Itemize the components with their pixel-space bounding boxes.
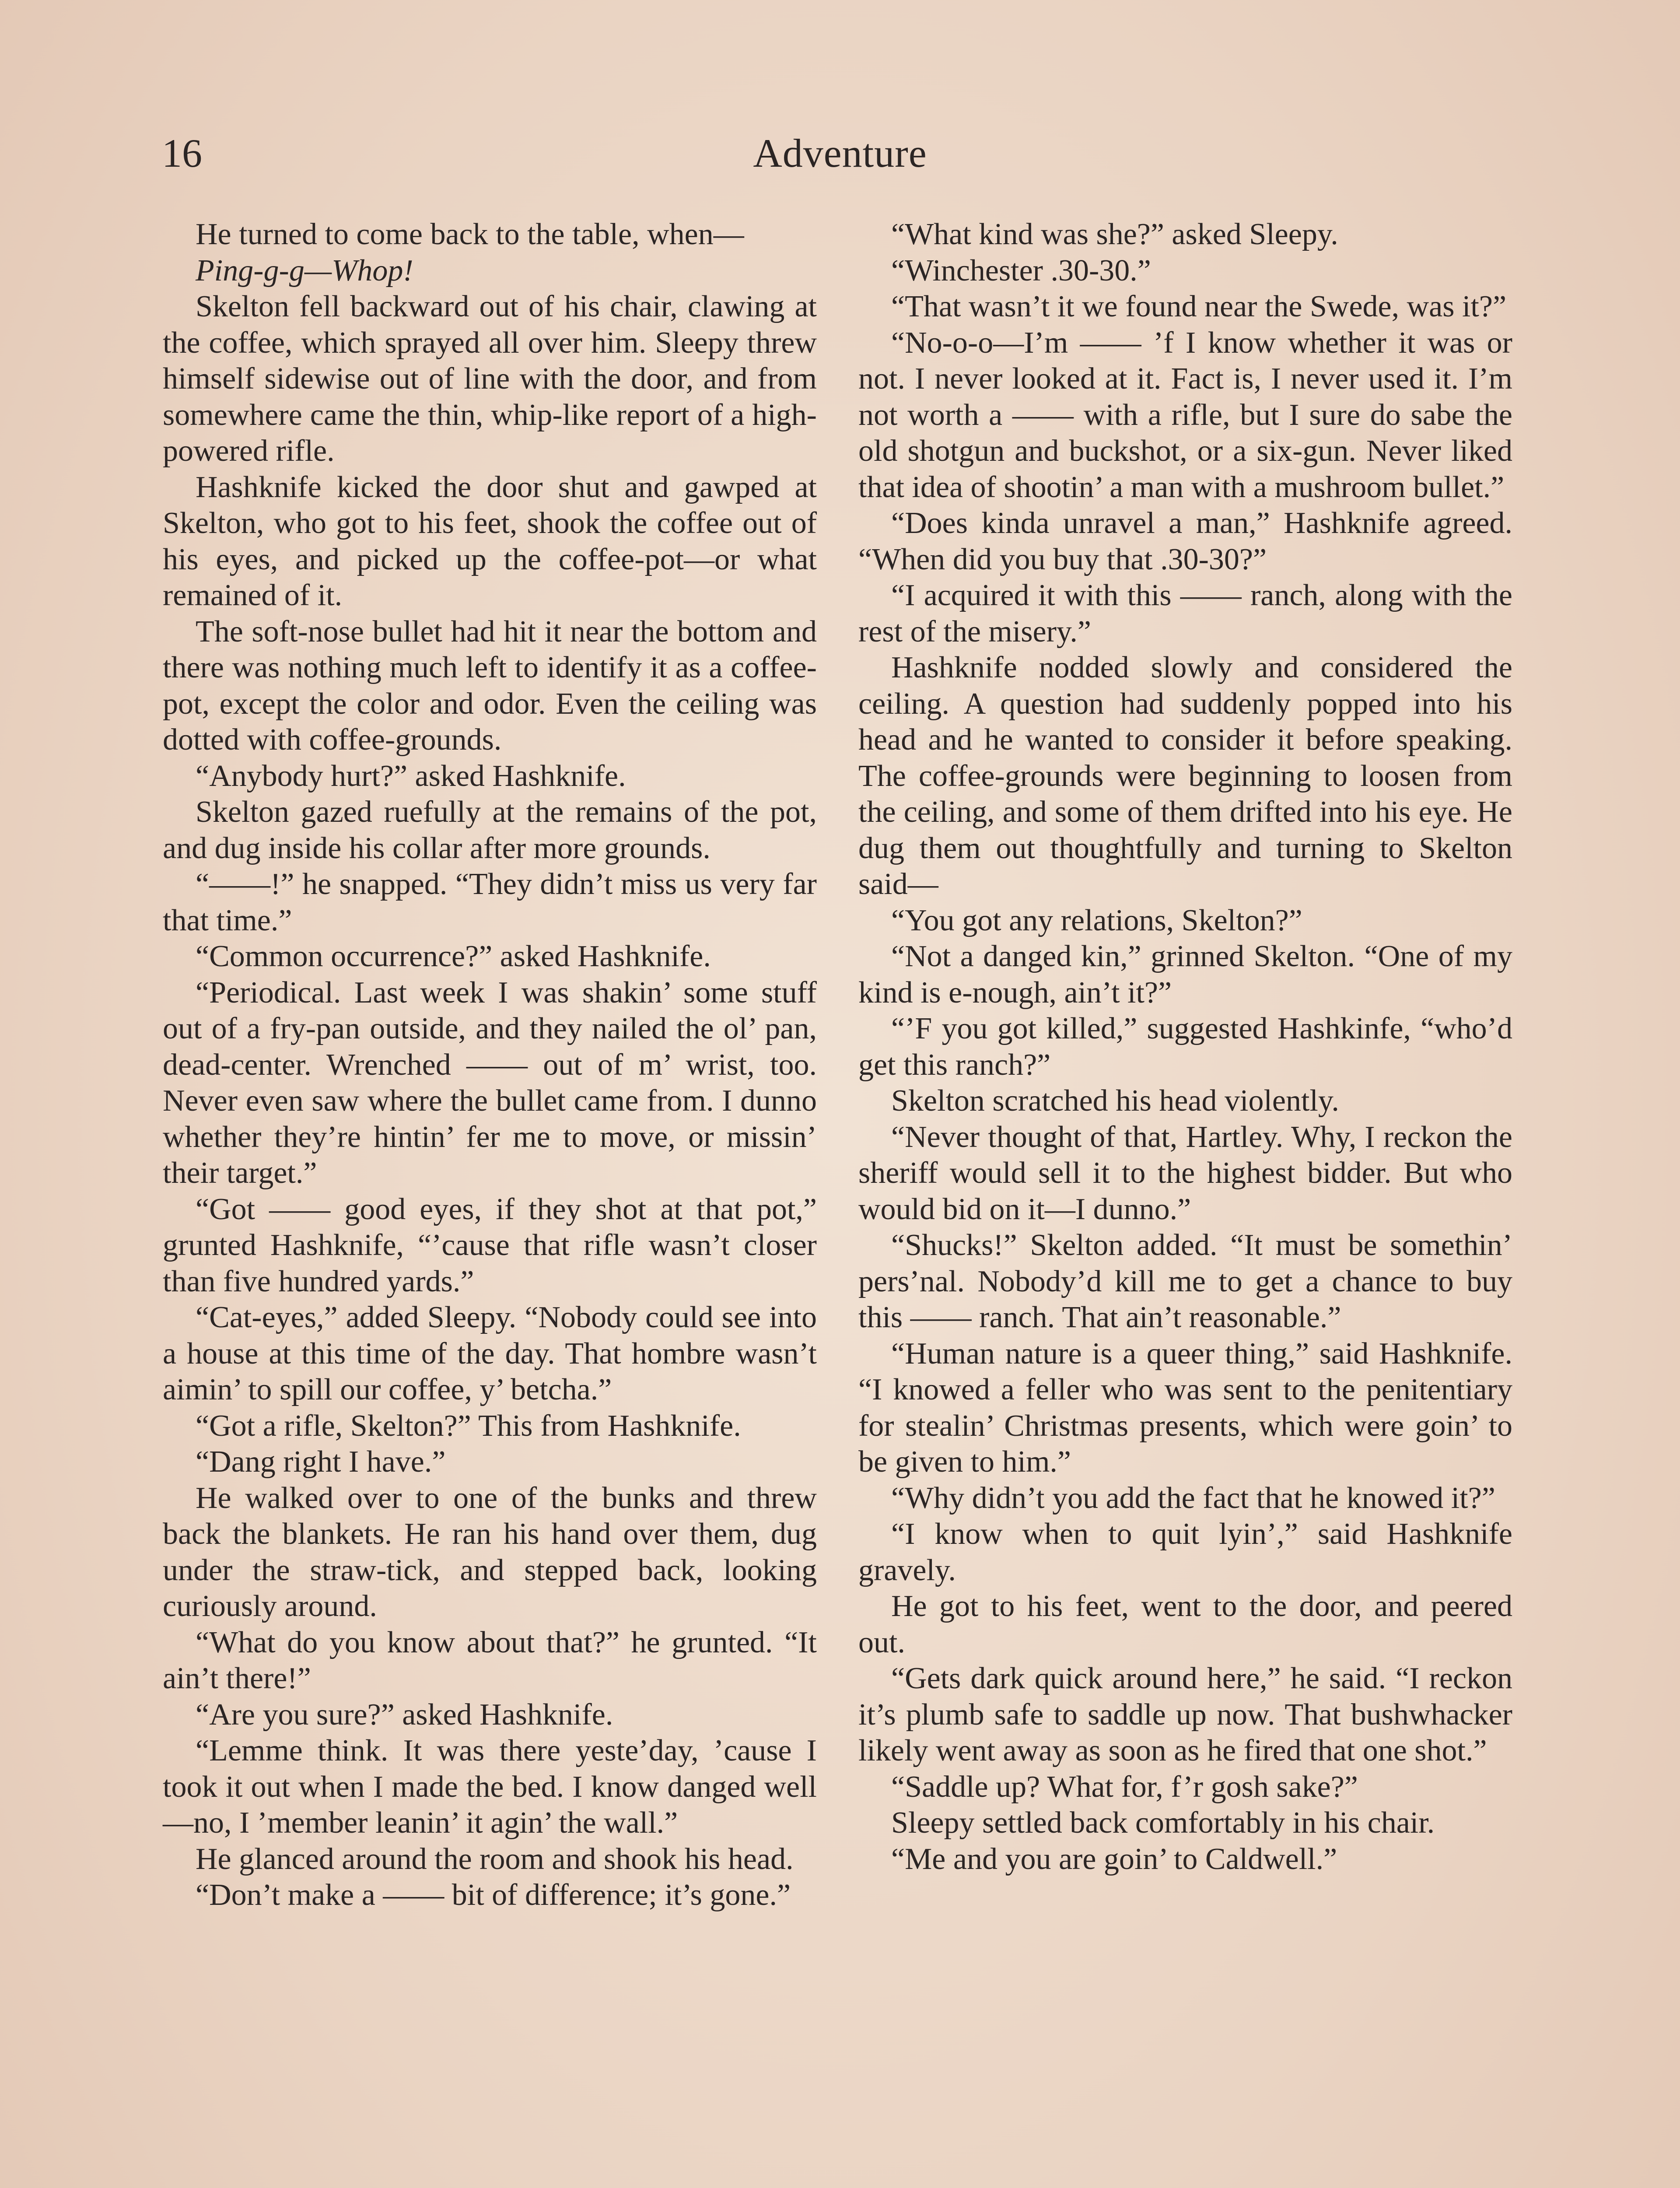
paragraph: “Saddle up? What for, f’r gosh sake?” [891, 1770, 1358, 1804]
page-header [162, 127, 1518, 179]
paragraph: He walked over to one of the bunks and threw back the blankets. He ran his hand over them, dug under the straw-tick, and stepped back, looking curiously around. [163, 1481, 817, 1623]
paragraph: “No-o-o—I’m —— ’f I know whether it was or not. I never looked at it. Fact is, I never used it. I’m not worth a —— with a rifle, but I sure do sabe the old shotgun and buckshot, or a six-gun. Never liked that idea of shootin’ a man with a mushroom bullet.” [858, 326, 1512, 504]
paragraph: “Common occurrence?” asked Hashknife. [196, 940, 711, 973]
paragraph: “Not a danged kin,” grinned Skelton. “One of my kind is e-nough, ain’t it?” [858, 940, 1512, 1010]
left-column [163, 217, 817, 1914]
paragraph: Skelton fell backward out of his chair, clawing at the coffee, which sprayed all over him. Sleepy threw himself sidewise out of line with the door, and from somewhere came the thin, whip-like report of a high-powered rifle. [163, 290, 817, 468]
paragraph: “Shucks!” Skelton added. “It must be somethin’ pers’nal. Nobody’d kill me to get a chance to buy this —— ranch. That ain’t reasonable.” [858, 1228, 1512, 1334]
paragraph: “Lemme think. It was there yeste’day, ’cause I took it out when I made the bed. I know danged well—no, I ’member leanin’ it agin’ the wall.” [163, 1734, 817, 1840]
paragraph: “I know when to quit lyin’,” said Hashknife gravely. [858, 1517, 1512, 1587]
paragraph: “Dang right I have.” [196, 1445, 446, 1479]
paragraph: Hashknife kicked the door shut and gawped at Skelton, who got to his feet, shook the coffee out of his eyes, and picked up the coffee-pot—or what remained of it. [163, 470, 817, 612]
paragraph: “What kind was she?” asked Sleepy. [891, 217, 1338, 251]
paragraph: “’F you got killed,” suggested Hashkinfe, “who’d get this ranch?” [858, 1012, 1512, 1082]
paragraph: Hashknife nodded slowly and considered the ceiling. A question had suddenly popped into his head and he wanted to consider it before speaking. The coffee-grounds were beginning to loosen from the ceiling, and some of them drifted into his eye. He dug them out thoughtfully and turning to Skelton said— [858, 651, 1512, 901]
paragraph: “Cat-eyes,” added Sleepy. “Nobody could see into a house at this time of the day. That hombre wasn’t aimin’ to spill our coffee, y’ betcha.” [163, 1301, 817, 1406]
right-column [858, 217, 1512, 1877]
paragraph: “Anybody hurt?” asked Hashknife. [196, 759, 626, 793]
paragraph: Skelton gazed ruefully at the remains of the pot, and dug inside his collar after more grounds. [163, 795, 817, 865]
paragraph: “Human nature is a queer thing,” said Hashknife. “I knowed a feller who was sent to the penitentiary for stealin’ Christmas presents, which were goin’ to be given to him.” [858, 1336, 1512, 1479]
paragraph: “Got —— good eyes, if they shot at that pot,” grunted Hashknife, “’cause that rifle wasn’t closer than five hundred yards.” [163, 1192, 817, 1298]
paragraph: “What do you know about that?” he grunted. “It ain’t there!” [163, 1625, 817, 1695]
paragraph: “I acquired it with this —— ranch, along with the rest of the misery.” [858, 579, 1512, 649]
paragraph: “Periodical. Last week I was shakin’ some stuff out of a fry-pan outside, and they nailed the ol’ pan, dead-center. Wrenched —— out of m’ wrist, too. Never even saw where the bullet came from. I dunno whether they’re hintin’ fer me to move, or missin’ their target.” [163, 975, 817, 1190]
paragraph: He got to his feet, went to the door, and peered out. [858, 1589, 1512, 1659]
paragraph: “Got a rifle, Skelton?” This from Hashknife. [196, 1409, 741, 1443]
paragraph: Sleepy settled back comfortably in his chair. [891, 1806, 1435, 1840]
paragraph: Skelton scratched his head violently. [891, 1084, 1339, 1118]
paragraph: “Don’t make a —— bit of difference; it’s gone.” [196, 1878, 791, 1912]
paragraph: “Winchester .30-30.” [891, 253, 1151, 288]
paragraph: “Are you sure?” asked Hashknife. [196, 1697, 613, 1732]
paragraph: The soft-nose bullet had hit it near the bottom and there was nothing much left to identify it as a coffee-pot, except the color and odor. Even the ceiling was dotted with coffee-grounds. [163, 614, 817, 757]
running-title: Adventure [753, 131, 927, 175]
paragraph: He turned to come back to the table, when— [196, 217, 744, 251]
page-number: 16 [162, 131, 202, 175]
paragraph: “That wasn’t it we found near the Swede, was it?” [891, 290, 1507, 323]
paragraph: “You got any relations, Skelton?” [891, 903, 1302, 937]
paragraph: Ping-g-g—Whop! [196, 253, 413, 288]
paragraph: “Why didn’t you add the fact that he knowed it?” [891, 1481, 1495, 1515]
paragraph: “Me and you are goin’ to Caldwell.” [891, 1842, 1337, 1876]
paragraph: “——!” he snapped. “They didn’t miss us very far that time.” [163, 867, 817, 937]
paragraph: “Does kinda unravel a man,” Hashknife agreed. “When did you buy that .30-30?” [858, 506, 1512, 576]
paragraph: He glanced around the room and shook his head. [196, 1842, 794, 1876]
paragraph: “Gets dark quick around here,” he said. “I reckon it’s plumb safe to saddle up now. That bushwhacker likely went away as soon as he fired that one shot.” [858, 1662, 1512, 1767]
paragraph: “Never thought of that, Hartley. Why, I reckon the sheriff would sell it to the highest bidder. But who would bid on it—I dunno.” [858, 1120, 1512, 1226]
